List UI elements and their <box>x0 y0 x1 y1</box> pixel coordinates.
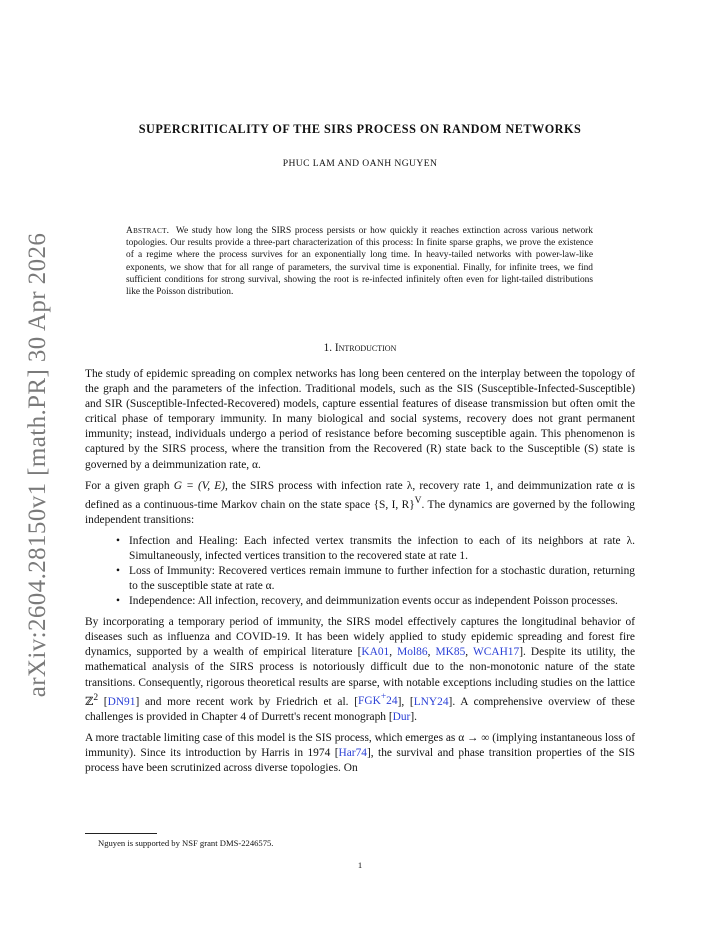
section-title-text: Introduction <box>334 342 397 354</box>
text-run: ]. <box>410 710 417 723</box>
graph-notation: G = (V, E) <box>173 479 225 492</box>
citation-link-mol86[interactable]: Mol86 <box>397 646 428 659</box>
citation-link-dur[interactable]: Dur <box>392 710 411 723</box>
paragraph-sirs-literature <box>85 615 635 724</box>
abstract-label: Abstract. <box>126 226 170 236</box>
text-run: ]. Despite its utility, the mathematical analysis of the SIRS process is notoriously difficult due to the non-monotonic nature of the state transitions. Consequently, rigorous theoretical results are sparse, with notable exceptions including studies on the lattice ℤ <box>85 646 636 708</box>
paragraph-definition-text-c: . The dynamics are governed by the following independent transitions: <box>85 498 635 526</box>
lattice-exponent: 2 <box>93 692 99 703</box>
text-run: , <box>465 646 473 659</box>
text-run: ] and more recent work by Friedrich et al. [ <box>135 695 359 708</box>
abstract-text: We study how long the SIRS process persists or how quickly it reaches extinction across various network topologies. Our results provide a three-part characterization of this process: In finite sparse graphs, we prove the existence of a regime where the process survives for an exponentially long time. In heavy-tailed networks with power-law-like exponents, we show that for all range of parameters, the survival time is exponential. Finally, for infinite trees, we find sufficient conditions for strong survival, showing the root is re-infected infinitely often even for light-tailed distributions like the Poisson distribution. <box>126 226 593 298</box>
citation-link-mk85[interactable]: MK85 <box>435 646 466 659</box>
arxiv-identifier: arXiv:2604.28150v1 [math.PR] 30 Apr 2026 <box>24 232 51 698</box>
text-run: ]. A comprehensive overview of these challenges is provided in Chapter 4 of Durrett's recent monograph [ <box>85 695 635 723</box>
text-run: , <box>389 646 398 659</box>
list-item: • Independence: All infection, recovery, and deimmunization events occur as independent Poisson processes. <box>85 594 635 609</box>
paragraph-definition-text-b: , the SIRS process with infection rate λ, recovery rate 1, and deimmunization rate α is defined as a continuous-time Markov chain on the state space {S, I, R} <box>85 479 635 511</box>
citation-link-dn91[interactable]: DN91 <box>107 695 136 708</box>
citation-fgk-key: FGK <box>358 695 381 708</box>
text-run: A more tractable limiting case of this model is the SIS process, which emerges as α → ∞ (implying instantaneous loss of immunity). Since its introduction by Harris in 1974 [ <box>85 731 635 759</box>
arxiv-sidebar-stamp <box>18 232 58 698</box>
paragraph-intro: The study of epidemic spreading on complex networks has long been centered on the interplay between the topology of the graph and the parameters of the infection. Traditional models, such as the SIS (Susceptible-Infected-Susceptible) and SIR (Susceptible-Infected-Recovered) models, capture essential features of disease transmission but often omit the critical phase of temporary immunity. In many biological and social systems, recovery does not grant permanent immunity; instead, individuals undergo a period of resistance before becoming susceptible again. This phenomenon is captured by the SIRS process, where the transition from the Recovered (R) state back to the Susceptible (S) state is governed by a deimmunization rate, α. <box>85 368 635 471</box>
text-run: ], [ <box>397 695 414 708</box>
paragraph-definition-text-a: For a given graph <box>85 479 174 492</box>
text-run: ], the survival and phase transition properties of the SIS process have been scrutinized across diverse topologies. On <box>85 746 635 774</box>
page-number: 1 <box>357 860 363 870</box>
footnote-divider <box>85 833 157 834</box>
citation-link-lny24[interactable]: LNY24 <box>413 695 449 708</box>
list-item: • Loss of Immunity: Recovered vertices remain immune to further infection for a stochastic duration, returning to the susceptible state at rate α. <box>85 564 635 594</box>
paragraph-definition <box>85 479 635 528</box>
text-run: , <box>427 646 436 659</box>
citation-fgk-plus: + <box>380 692 387 703</box>
list-item: • Infection and Healing: Each infected vertex transmits the infection to each of its neighbors at rate λ. Simultaneously, infected vertices transition to the recovered state at rate 1. <box>85 534 635 564</box>
text-run: By incorporating a temporary period of immunity, the SIRS model effectively captures the longitudinal behavior of diseases such as influenza and COVID-19. It has been widely applied to study epidemic spreading and forest fire dynamics, supported by a wealth of empirical literature [ <box>85 616 635 659</box>
main-body <box>85 367 635 782</box>
paragraph-sis-process <box>85 731 635 776</box>
transition-list <box>85 534 635 609</box>
funding-footnote: Nguyen is supported by NSF grant DMS-2246575. <box>98 838 274 848</box>
section-heading <box>0 342 720 354</box>
paper-title: SUPERCRITICALITY OF THE SIRS PROCESS ON RANDOM NETWORKS <box>138 122 582 136</box>
citation-fgk-year: 24 <box>386 695 398 708</box>
citation-link-har74[interactable]: Har74 <box>338 746 367 759</box>
abstract <box>126 225 593 298</box>
citation-link-wcah17[interactable]: WCAH17 <box>473 646 520 659</box>
text-run: [ <box>98 695 108 708</box>
citation-link-fgk24[interactable] <box>358 692 398 708</box>
section-number: 1. <box>323 342 333 354</box>
citation-link-ka01[interactable]: KA01 <box>361 646 390 659</box>
paper-authors: PHUC LAM AND OANH NGUYEN <box>282 158 438 169</box>
state-space-exponent: V <box>414 495 422 506</box>
